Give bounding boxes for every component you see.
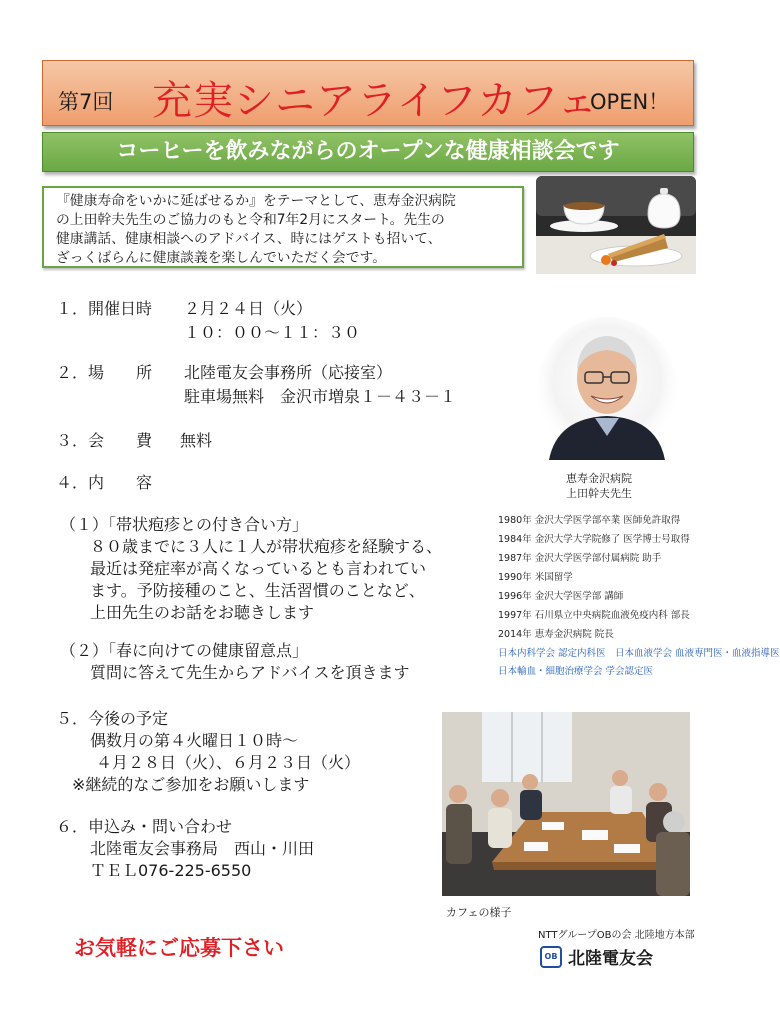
intro-line: ざっくばらんに健康談義を楽しんでいただく会です。 [56, 250, 387, 266]
topic-1-line: 上田先生のお話をお聴きします [90, 603, 315, 622]
certification-line: 日本輸血・細胞治療学会 学会認定医 [498, 666, 654, 677]
section-1-label: １．開催日時 [56, 299, 153, 318]
schedule-line: 偶数月の第４火曜日１０時～ [90, 731, 299, 750]
schedule-note: ※継続的なご参加をお願いします [72, 775, 310, 794]
contact-phone: ＴＥＬ076-225-6550 [90, 861, 252, 880]
career-item: 1984年 金沢大学大学院修了 医学博士号取得 [498, 534, 690, 545]
event-date: ２月２４日（火） [184, 299, 313, 318]
org-subtitle: NTTグループOBの会 北陸地方本部 [538, 930, 695, 941]
doctor-name: 上田幹夫先生 [566, 487, 632, 500]
topic-1-line: ８０歳までに３人に１人が帯状疱疹を経験する、 [90, 537, 443, 556]
event-time: １０：００～１１：３０ [184, 323, 361, 342]
ob-logo-text: OB [544, 952, 558, 961]
career-item: 1987年 金沢大学医学部付属病院 助手 [498, 553, 662, 564]
closing-message: お気軽にご応募下さい [74, 936, 284, 960]
venue-name: 北陸電友会事務所（応接室） [184, 363, 393, 382]
topic-2-title: （２）「春に向けての健康留意点」 [60, 641, 309, 660]
photo-caption: カフェの様子 [446, 906, 512, 919]
career-item: 2014年 恵寿金沢病院 院長 [498, 629, 614, 640]
schedule-dates: ４月２８日（火）、６月２３日（火） [96, 753, 361, 772]
intro-line: の上田幹夫先生のご協力のもと令和7年2月にスタート。先生の [56, 212, 445, 228]
section-2-label: ２．場 所 [56, 363, 153, 382]
fee-value: 無料 [180, 431, 213, 450]
edition-label: 第7回 [58, 90, 114, 114]
intro-line: 健康講話、健康相談へのアドバイス、時にはゲストも招いて、 [56, 231, 442, 247]
doctor-hospital: 恵寿金沢病院 [566, 472, 632, 485]
section-4-label: ４．内 容 [56, 473, 153, 492]
career-item: 1997年 石川県立中央病院血液免疫内科 部長 [498, 610, 690, 621]
subtitle-banner: コーヒーを飲みながらのオープンな健康相談会です [42, 132, 694, 172]
section-6-label: ６．申込み・問い合わせ [56, 817, 233, 836]
open-label: OPEN！ [590, 90, 670, 114]
topic-2-line: 質問に答えて先生からアドバイスを頂きます [90, 663, 410, 682]
career-item: 1996年 金沢大学医学部 講師 [498, 591, 624, 602]
section-3-label: ３．会 費 [56, 431, 153, 450]
org-name: 北陸電友会 [568, 949, 653, 969]
intro-line: 『健康寿命をいかに延ばせるか』をテーマとして、恵寿金沢病院 [56, 193, 456, 209]
topic-1-line: ます。予防接種のこと、生活習慣のことなど、 [90, 581, 425, 600]
cafe-meeting-photo [442, 712, 690, 896]
cafe-photo [536, 176, 696, 274]
ob-logo-icon [540, 946, 562, 968]
page-title: 充実シニアライフカフェ [152, 78, 599, 124]
contact-office: 北陸電友会事務局 西山・川田 [90, 839, 315, 858]
career-item: 1980年 金沢大学医学部卒業 医師免許取得 [498, 515, 681, 526]
intro-box [42, 186, 524, 268]
venue-address: 駐車場無料 金沢市増泉１－４３－１ [184, 387, 457, 406]
certification-line: 日本内科学会 認定内科医 日本血液学会 血液専門医・血液指導医 [498, 648, 780, 659]
topic-1-title: （１）「帯状疱疹との付き合い方」 [60, 515, 309, 534]
doctor-portrait [537, 318, 677, 460]
topic-1-line: 最近は発症率が高くなっているとも言われてい [90, 559, 427, 578]
career-item: 1990年 米国留学 [498, 572, 573, 583]
section-5-label: ５．今後の予定 [56, 709, 169, 728]
